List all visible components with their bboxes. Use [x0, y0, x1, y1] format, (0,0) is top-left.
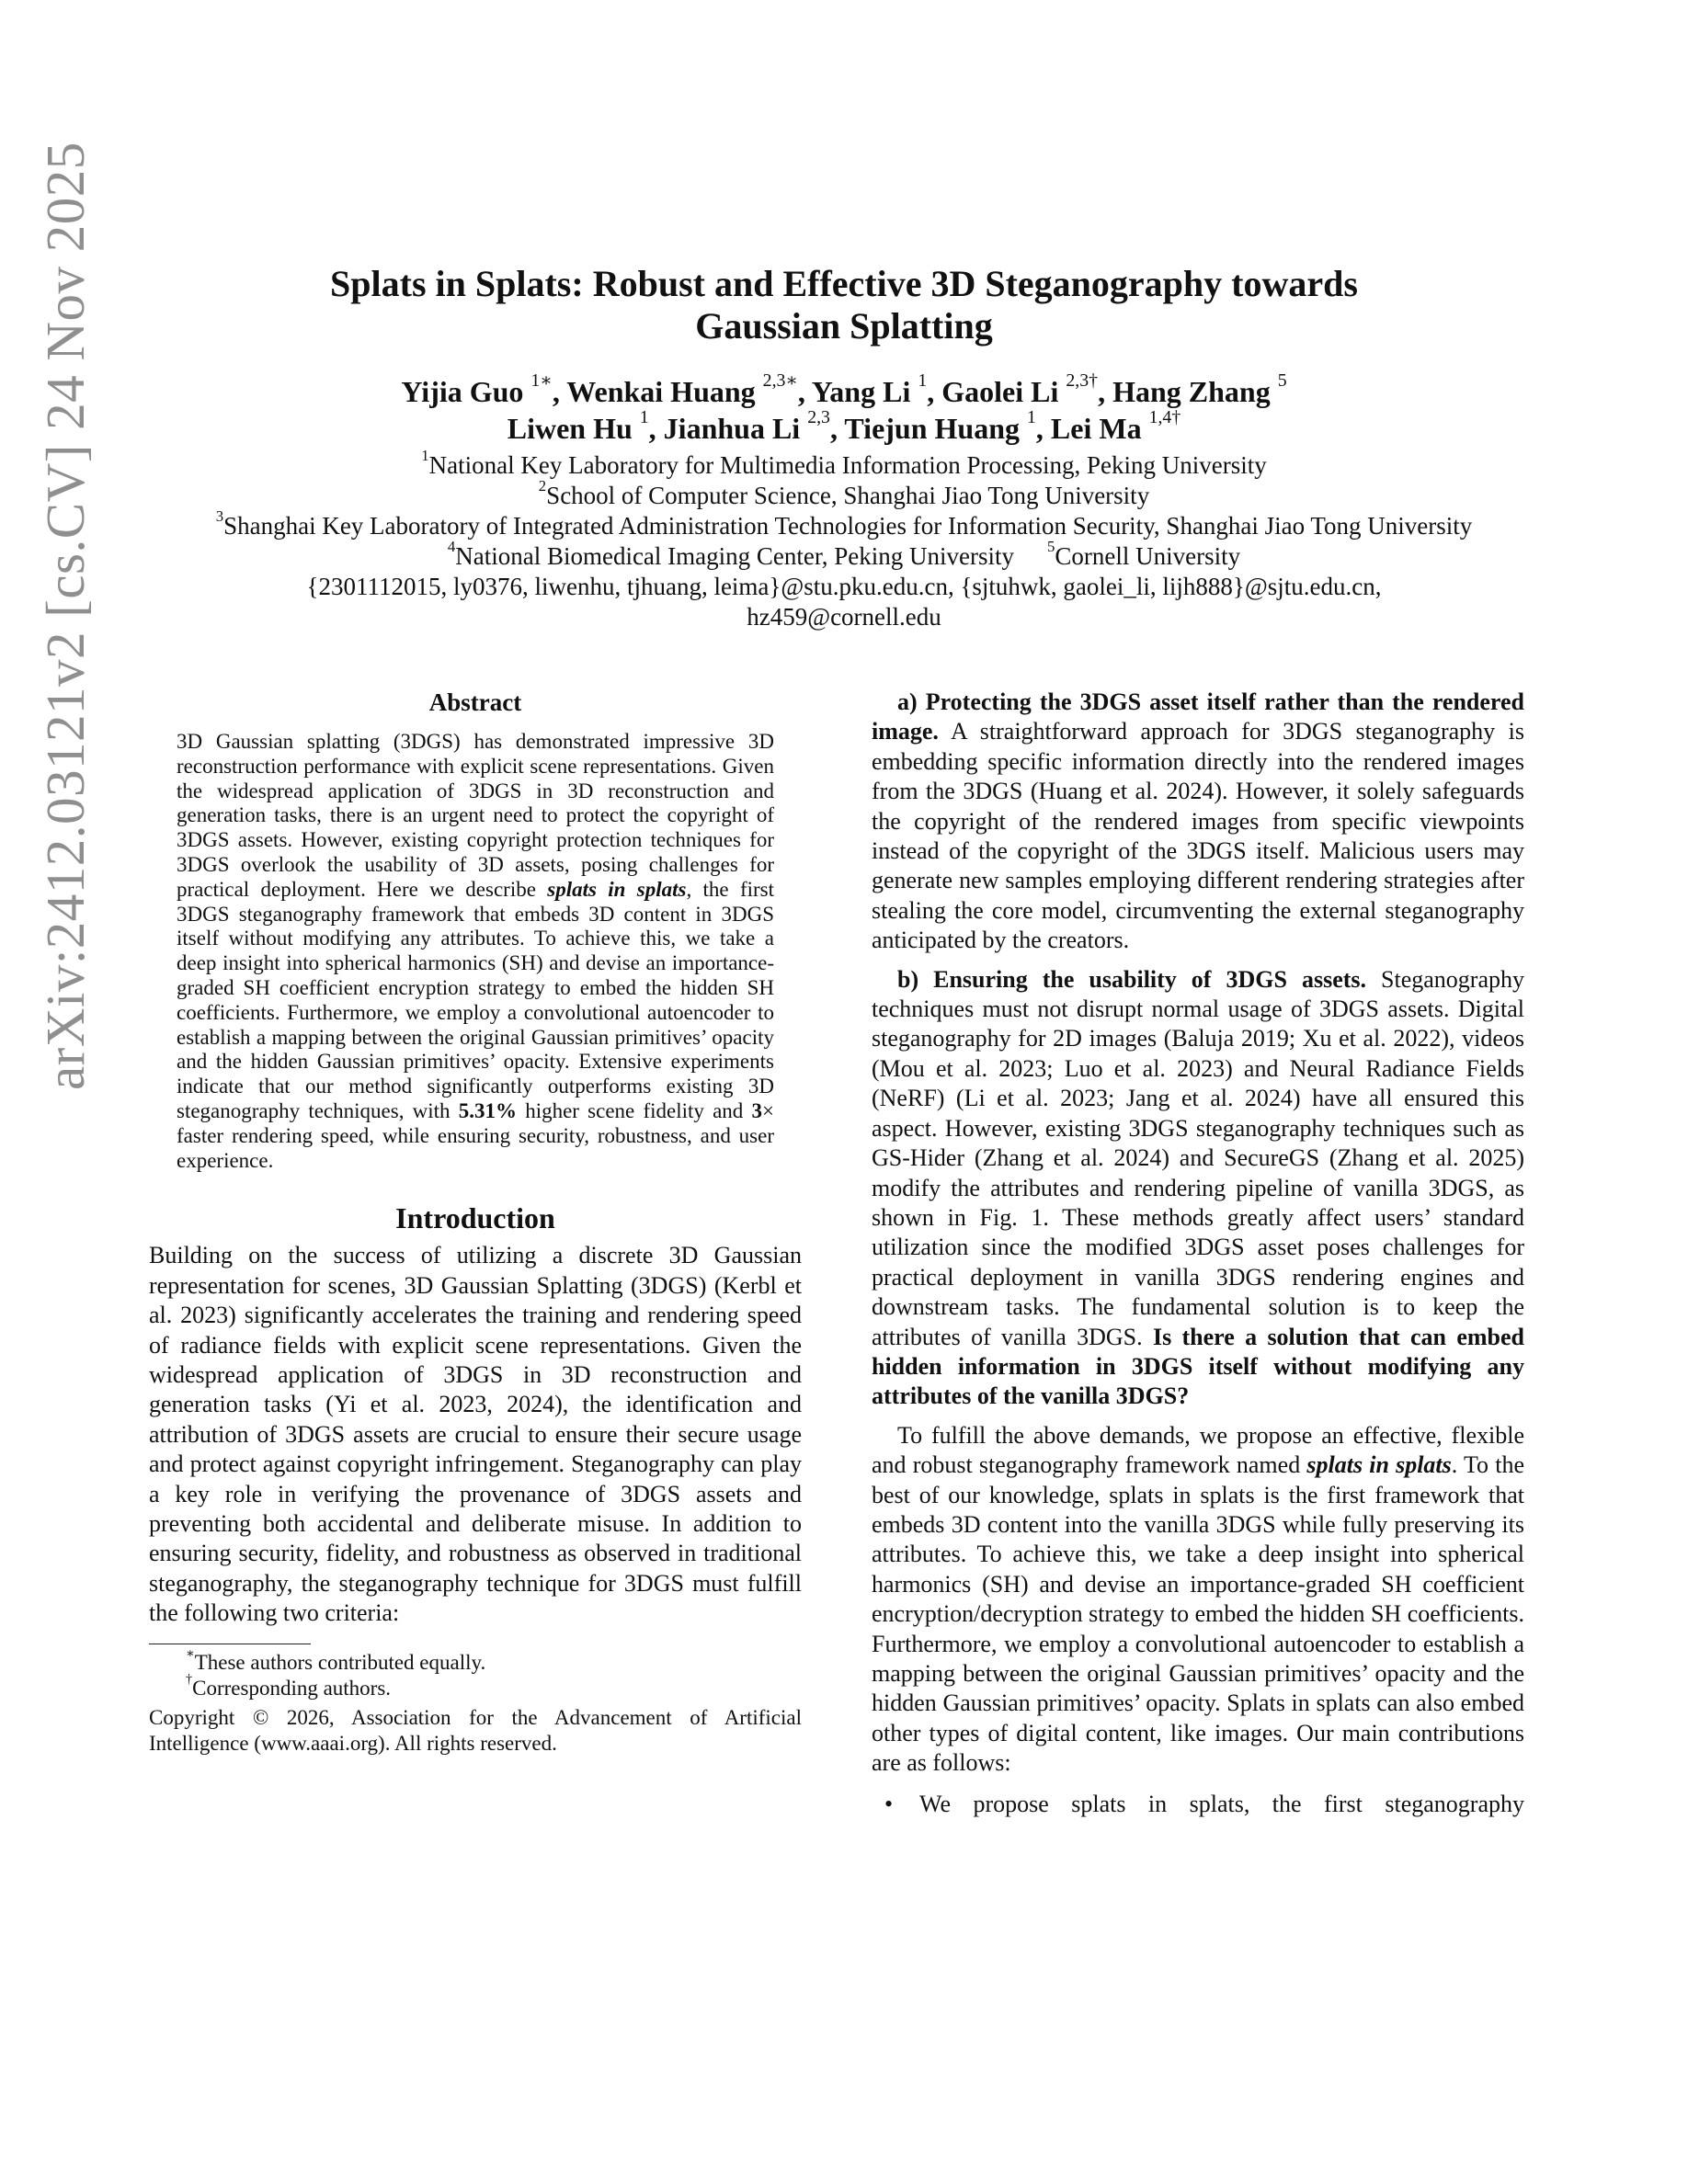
author-line-2: Liwen Hu $^1$, Jianhua Li $^{2,3}$, Tiejun Huang $^1$, Lei Ma $^{1,4\dagger}$: [507, 407, 1181, 445]
affiliation: $^1$National Key Laboratory for Multimedia Information Processing, Peking University: [421, 446, 1267, 479]
author-affiliation-mark: 2,3†: [1066, 370, 1099, 392]
bullet-icon: •: [884, 1790, 894, 1817]
fidelity-gain-value: 5.31%: [458, 1098, 517, 1122]
author-affiliation-mark: 1: [1027, 407, 1036, 428]
paper-header: [0, 263, 1688, 632]
author-name: Liwen Hu: [507, 412, 633, 445]
framework-name-emphasis: splats in splats: [1306, 1451, 1452, 1479]
abstract-heading: Abstract: [428, 688, 522, 716]
author-name: Tiejun Huang: [844, 412, 1020, 445]
author-name: Yijia Guo: [401, 375, 524, 408]
author-name: Gaolei Li: [941, 375, 1059, 408]
proposal-paragraph: To fulfill the above demands, we propose an effective, flexible and robust steganography framework named splats in splats. To the best of our knowledge, splats in splats is the first framework that embeds 3D content into the vanilla 3DGS while fully preserving its attributes. To achieve this, we take a deep insight into spherical harmonics (SH) and devise an importance-graded SH coefficient encryption/decryption strategy to embed the hidden SH coefficients. Furthermore, we employ a convolutional autoencoder to establish a mapping between the original Gaussian primitives’ opacity and the hidden Gaussian primitives’ opacity. Splats in splats can also embed other types of digital content, like images. Our main contributions are as follows:: [872, 1421, 1524, 1777]
criterion-a-heading: a) Protecting the 3DGS asset itself rather than the rendered image.: [872, 688, 1524, 745]
author-affiliation-mark: 1∗: [530, 370, 553, 392]
author-name: Jianhua Li: [663, 412, 801, 445]
author-name: Hang Zhang: [1112, 375, 1271, 408]
title-line-1: Splats in Splats: Robust and Effective 3D Steganography towards: [330, 263, 1358, 304]
criterion-b-heading: b) Ensuring the usability of 3DGS assets.: [897, 965, 1367, 993]
footnote-corresponding: †Corresponding authors.: [186, 1672, 392, 1700]
criterion-a-paragraph: a) Protecting the 3DGS asset itself rather than the rendered image. A straightforward approach for 3DGS steganography is embedding specific information directly into the rendered images from the 3DGS (Huang et al. 2024). However, it solely safeguards the copyright of the rendered images from specific viewpoints instead of the copyright of the 3DGS itself. Malicious users may generate new samples employing different rendering strategies after stealing the core model, circumventing the external steganography anticipated by the creators.: [872, 688, 1524, 954]
paper-title: [0, 263, 1688, 347]
contribution-text: We propose splats in splats, the first steganography: [919, 1790, 1524, 1817]
introduction-heading: Introduction: [395, 1201, 555, 1235]
criterion-b-paragraph: b) Ensuring the usability of 3DGS assets. Steganography techniques must not disrupt normal usage of 3DGS assets. Digital steganography for 2D images (Baluja 2019; Xu et al. 2022), videos (Mou et al. 2023; Luo et al. 2023) and Neural Radiance Fields (NeRF) (Li et al. 2023; Jang et al. 2024) have all ensured this aspect. However, existing 3DGS steganography techniques such as GS-Hider (Zhang et al. 2024) and SecureGS (Zhang et al. 2025) modify the attributes and rendering pipeline of vanilla 3DGS, as shown in Fig. 1. These methods greatly affect users’ standard utilization since the modified 3DGS asset poses challenges for practical deployment in vanilla 3DGS rendering engines and downstream tasks. The fundamental solution is to keep the attributes of vanilla 3DGS. Is there a solution that can embed hidden information in 3DGS itself without modifying any attributes of the vanilla 3DGS?: [872, 965, 1524, 1410]
author-name: Lei Ma: [1050, 412, 1142, 445]
email-line-1: {2301112015, ly0376, liwenhu, tjhuang, leima}@stu.pku.edu.cn, {sjtuhwk, gaolei_li, lijh888}@sjtu.edu.cn,: [306, 573, 1382, 600]
contribution-bullet: [872, 1790, 1524, 1819]
right-column: [872, 688, 1524, 1819]
author-list: [0, 370, 1688, 447]
abstract-text: 3D Gaussian splatting (3DGS) has demonstrated impressive 3D reconstruction performance with explicit scene representations. Given the widespread application of 3DGS in 3D reconstruction and generation tasks, there is an urgent need to protect the copyright of 3DGS assets. However, existing copyright protection techniques for 3DGS overlook the usability of 3D assets, posing challenges for practical deployment. Here we describe splats in splats, the first 3DGS steganography framework that embeds 3D content in 3DGS itself without modifying any attributes. To achieve this, we take a deep insight into spherical harmonics (SH) and devise an importance-graded SH coefficient encryption strategy to embed the hidden SH coefficients. Furthermore, we employ a convolutional autoencoder to establish a mapping between the original Gaussian primitives’ opacity and the hidden Gaussian primitives’ opacity. Extensive experiments indicate that our method significantly outperforms existing 3D steganography techniques, with 5.31% higher scene fidelity and 3× faster rendering speed, while ensuring security, robustness, and user experience.: [177, 730, 774, 1172]
affiliation: $^4$National Biomedical Imaging Center, Peking University $^5$Cornell University: [447, 537, 1241, 570]
copyright-notice: Copyright © 2026, Association for the Advancement of Artificial Intelligence (www.aaai.org). All rights reserved.: [149, 1705, 802, 1755]
author-affiliation-mark: 5: [1277, 370, 1287, 392]
title-line-2: Gaussian Splatting: [695, 305, 993, 347]
research-question: Is there a solution that can embed hidden information in 3DGS itself without modifying any attributes of the vanilla 3DGS?: [872, 1323, 1524, 1410]
speedup-value: 3: [751, 1098, 763, 1122]
footnote-equal-contribution: ∗These authors contributed equally.: [186, 1646, 486, 1674]
email-line-2: hz459@cornell.edu: [747, 603, 941, 631]
affiliation-list: [0, 446, 1688, 632]
author-affiliation-mark: 2,3: [807, 407, 830, 428]
author-affiliation-mark: 1,4†: [1148, 407, 1181, 428]
author-affiliation-mark: 1: [918, 370, 928, 392]
author-line-1: Yijia Guo $^{1∗}$, Wenkai Huang $^{2,3∗}$, Yang Li $^1$, Gaolei Li $^{2,3\dagger}$, Hang Zhang $^5$: [401, 370, 1287, 408]
introduction-paragraph: Building on the success of utilizing a discrete 3D Gaussian representation for scenes, 3D Gaussian Splatting (3DGS) (Kerbl et al. 2023) significantly accelerates the training and rendering speed of radiance fields with explicit scene representations. Given the widespread application of 3DGS in 3D reconstruction and generation tasks (Yi et al. 2023, 2024), the identification and attribution of 3DGS assets are crucial to ensure their secure usage and protect against copyright infringement. Steganography can play a key role in verifying the provenance of 3DGS assets and preventing both accidental and deliberate misuse. In addition to ensuring security, fidelity, and robustness as observed in traditional steganography, the steganography technique for 3DGS must fulfill the following two criteria:: [149, 1242, 802, 1627]
left-column: [149, 688, 802, 1757]
affiliation: $^3$Shanghai Key Laboratory of Integrated Administration Technologies for Information Security, Shanghai Jiao Tong University: [215, 506, 1473, 540]
author-affiliation-mark: 1: [639, 407, 649, 428]
author-affiliation-mark: 2,3∗: [762, 370, 798, 392]
author-name: Wenkai Huang: [566, 375, 756, 408]
affiliation: $^2$School of Computer Science, Shanghai Jiao Tong University: [538, 476, 1150, 509]
arxiv-identifier: arXiv:2412.03121v2 [cs.CV] 24 Nov 2025: [35, 142, 96, 1090]
framework-name-emphasis: splats in splats: [547, 877, 687, 901]
author-name: Yang Li: [811, 375, 911, 408]
